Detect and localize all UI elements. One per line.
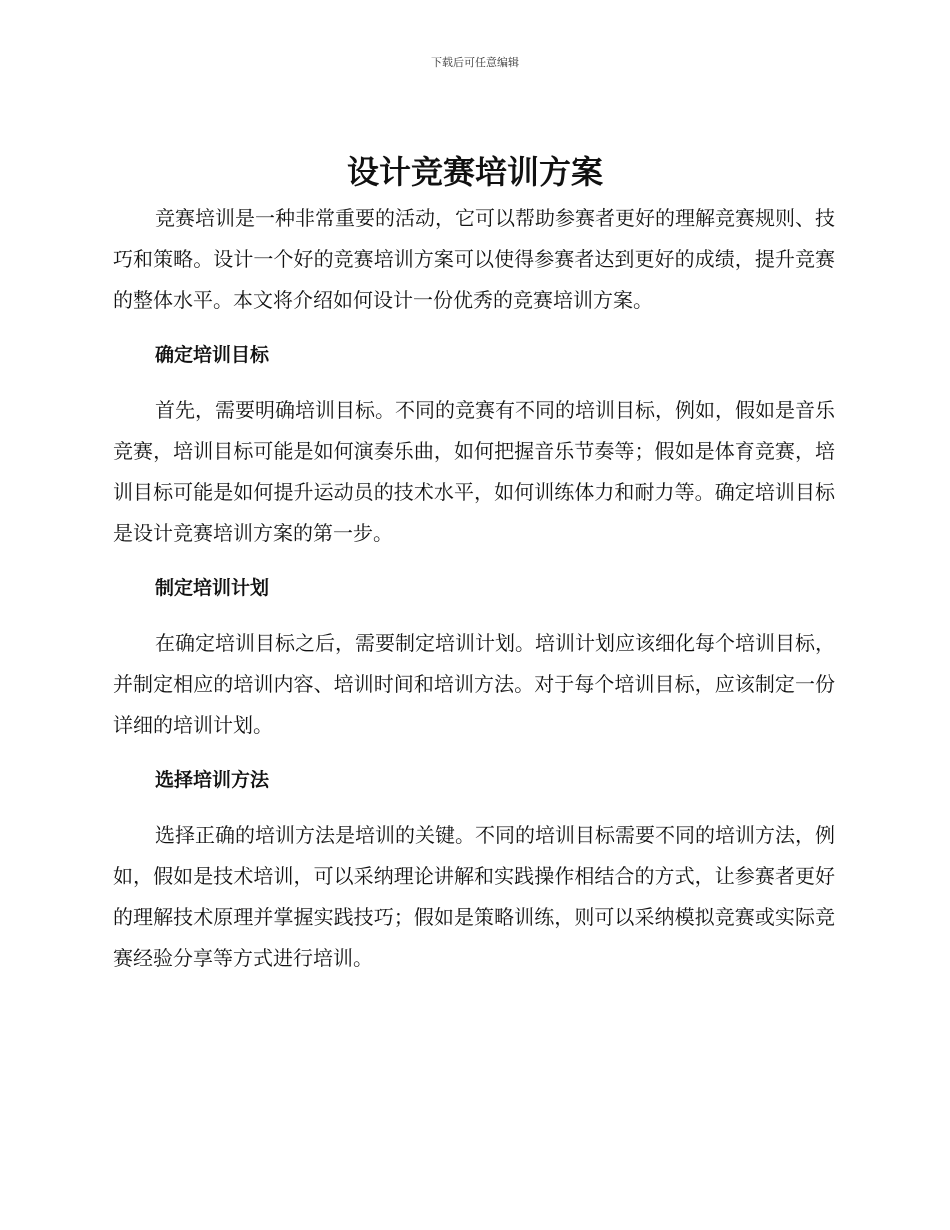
section-heading-plan: 制定培训计划 xyxy=(155,577,270,599)
section-body-goals: 首先，需要明确培训目标。不同的竞赛有不同的培训目标，例如，假如是音乐竞赛，培训目标可能是如何演奏乐曲，如何把握音乐节奏等；假如是体育竞赛，培训目标可能是如何提升运动员的技术水平，如何训练体力和耐力等。确定培训目标是设计竞赛培训方案的第一步。 xyxy=(113,398,835,545)
section-heading-methods: 选择培训方法 xyxy=(155,769,270,791)
header-note: 下载后可任意编辑 xyxy=(431,56,519,69)
document-title: 设计竞赛培训方案 xyxy=(346,153,603,191)
section-body-plan: 在确定培训目标之后，需要制定培训计划。培训计划应该细化每个培训目标，并制定相应的培训内容、培训时间和培训方法。对于每个培训目标，应该制定一份详细的培训计划。 xyxy=(113,631,835,737)
document-body xyxy=(113,198,835,979)
section-body-methods: 选择正确的培训方法是培训的关键。不同的培训目标需要不同的培训方法，例如，假如是技术培训，可以采纳理论讲解和实践操作相结合的方式，让参赛者更好的理解技术原理并掌握实践技巧；假如是策略训练，则可以采纳模拟竞赛或实际竞赛经验分享等方式进行培训。 xyxy=(113,823,835,970)
section-heading-goals: 确定培训目标 xyxy=(155,344,270,366)
intro-paragraph: 竞赛培训是一种非常重要的活动，它可以帮助参赛者更好的理解竞赛规则、技巧和策略。设计一个好的竞赛培训方案可以使得参赛者达到更好的成绩，提升竞赛的整体水平。本文将介绍如何设计一份优秀的竞赛培训方案。 xyxy=(113,206,835,312)
